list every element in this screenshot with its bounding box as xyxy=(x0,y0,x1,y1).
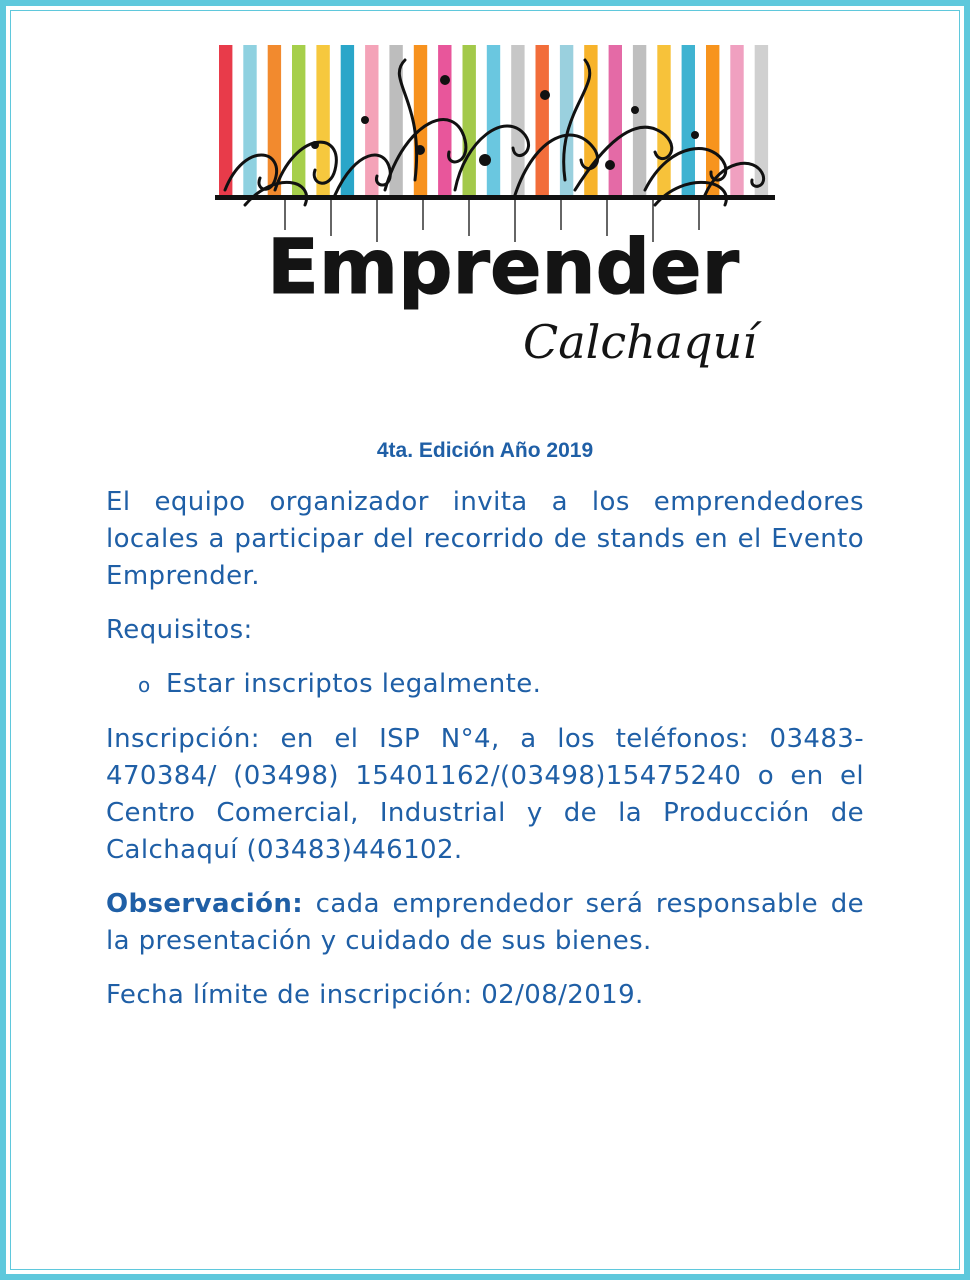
logo-stripe xyxy=(730,45,743,195)
logo-subtitle: Calchaquí xyxy=(523,315,757,369)
flyer-content xyxy=(106,432,864,1031)
logo-stripe xyxy=(682,45,695,195)
observation-label: Observación: xyxy=(106,889,304,919)
intro-paragraph: El equipo organizador invita a los emprendedores locales a participar del recorrido de stands en el Evento Emprender. xyxy=(106,487,864,591)
emprender-logo xyxy=(215,40,775,390)
observation-text: cada emprendedor será responsable de la presentación y cuidado de sus bienes. xyxy=(106,889,864,956)
logo-stripe xyxy=(633,45,646,195)
logo-stripe xyxy=(463,45,476,195)
logo-stripe xyxy=(268,45,281,195)
logo-stripe xyxy=(219,45,232,195)
logo-stripe xyxy=(316,45,329,195)
logo-stripe xyxy=(511,45,524,195)
bullet-icon: o xyxy=(138,673,151,697)
logo-stripe xyxy=(706,45,719,195)
logo-title: Emprender xyxy=(267,222,740,311)
logo-stripe xyxy=(609,45,622,195)
logo-stripe xyxy=(292,45,305,195)
logo-stripe xyxy=(657,45,670,195)
registration-paragraph: Inscripción: en el ISP N°4, a los teléfonos: 03483-470384/ (03498) 15401162/(03498)15475240 o en el Centro Comercial, Industrial y de la Producción de Calchaquí (03483)446102. xyxy=(106,724,864,865)
logo-stripe xyxy=(487,45,500,195)
requirement-text: Estar inscriptos legalmente. xyxy=(166,669,542,699)
requirement-item xyxy=(138,666,864,704)
requirements-label: Requisitos: xyxy=(106,615,253,645)
observation-paragraph xyxy=(106,886,864,960)
logo-stripe xyxy=(243,45,256,195)
edition-heading: 4ta. Edición Año 2019 xyxy=(376,439,594,462)
deadline-paragraph: Fecha límite de inscripción: 02/08/2019. xyxy=(106,980,644,1010)
logo-stripe xyxy=(536,45,549,195)
